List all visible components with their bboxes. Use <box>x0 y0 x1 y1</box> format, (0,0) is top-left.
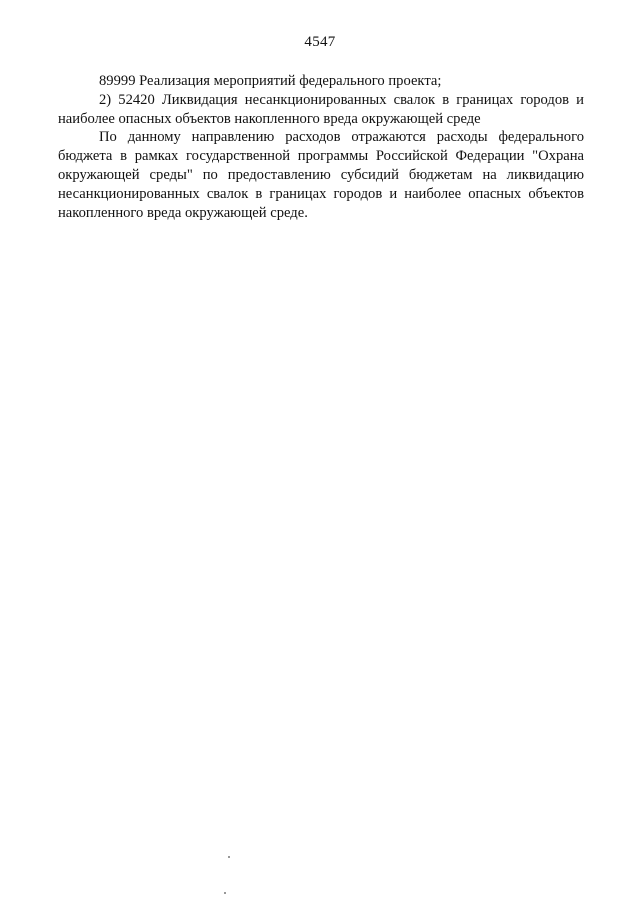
paragraph-item-89999: 89999 Реализация мероприятий федерального проекта; <box>99 73 442 89</box>
scan-speck <box>228 856 230 858</box>
scan-speck <box>224 892 226 894</box>
paragraph-expenditure-description: По данному направлению расходов отражаются расходы федерального бюджета в рамках государственной программы Российской Федерации "Охрана окружающей среды" по предоставлению субсидий бюджетам на ликвидацию несанкционированных свалок в границах городов и наиболее опасных объектов накопленного вреда окружающей среде. <box>58 129 584 221</box>
paragraph-item-52420: 2) 52420 Ликвидация несанкционированных свалок в границах городов и наиболее опасных объектов накопленного вреда окружающей среде <box>58 91 584 127</box>
page-number: 4547 <box>304 34 336 50</box>
document-body <box>58 72 584 222</box>
